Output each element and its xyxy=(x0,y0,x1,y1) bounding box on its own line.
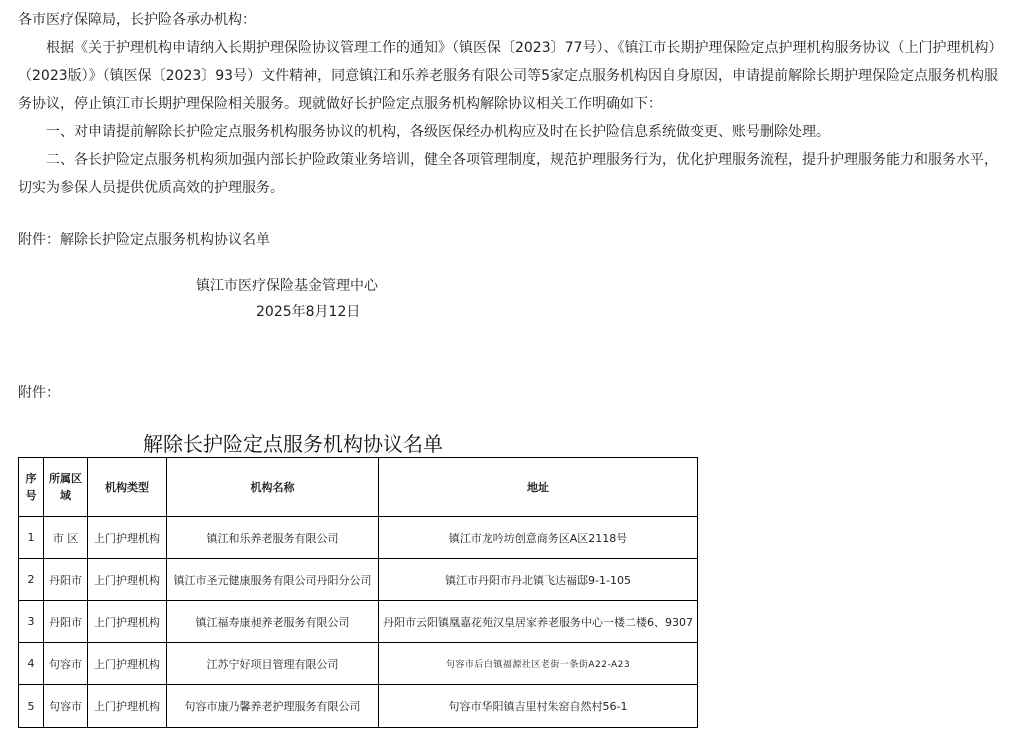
cell-name: 镇江和乐养老服务有限公司 xyxy=(167,517,379,559)
cell-district: 句容市 xyxy=(44,643,88,685)
table-row xyxy=(19,601,698,643)
cell-no: 2 xyxy=(19,559,44,601)
notice-attachment-line: 附件：解除长护险定点服务机构协议名单 xyxy=(18,232,270,248)
cell-address: 镇江市龙吟坊创意商务区A区2118号 xyxy=(379,517,698,559)
cell-name: 江苏宁好项目管理有限公司 xyxy=(167,643,379,685)
cell-name: 镇江市圣元健康服务有限公司丹阳分公司 xyxy=(167,559,379,601)
notice-paragraph-basis: 根据《关于护理机构申请纳入长期护理保险协议管理工作的通知》（镇医保〔2023〕77号）、《镇江市长期护理保险定点护理机构服务协议（上门护理机构）（2023版）》（镇医保〔2023〕93号）文件精神，同意镇江和乐养老服务有限公司等5家定点服务机构因自身原因，申请提前解除长期护理保险定点服务机构服务协议，停止镇江市长期护理保险相关服务。现就做好长护险定点服务机构解除协议相关工作明确如下： xyxy=(18,40,1003,112)
cell-type: 上门护理机构 xyxy=(88,559,167,601)
notice-item-1: 一、对申请提前解除长护险定点服务机构服务协议的机构，各级医保经办机构应及时在长护险信息系统做变更、账号删除处理。 xyxy=(46,124,830,140)
header-name: 机构名称 xyxy=(167,458,379,517)
header-type: 机构类型 xyxy=(88,458,167,517)
cell-district: 丹阳市 xyxy=(44,601,88,643)
cell-district: 句容市 xyxy=(44,685,88,728)
table-row xyxy=(19,559,698,601)
institution-table xyxy=(18,457,698,728)
header-address: 地址 xyxy=(379,458,698,517)
cell-address: 句容市华阳镇吉里村朱窑自然村56-1 xyxy=(379,685,698,728)
table-title: 解除长护险定点服务机构协议名单 xyxy=(143,432,443,456)
cell-address: 句容市后白镇福源社区老街一条街A22-A23 xyxy=(379,643,698,685)
table-header-row xyxy=(19,458,698,517)
cell-address: 镇江市丹阳市丹北镇飞达福邸9-1-105 xyxy=(379,559,698,601)
cell-name: 句容市康乃馨养老护理服务有限公司 xyxy=(167,685,379,728)
cell-name: 镇江福寿康昶养老服务有限公司 xyxy=(167,601,379,643)
cell-address: 丹阳市云阳镇凰嘉花苑汉皇居家养老服务中心一楼二楼6、9307 xyxy=(379,601,698,643)
header-no: 序号 xyxy=(19,458,44,517)
signature-organization: 镇江市医疗保险基金管理中心 xyxy=(196,278,378,294)
cell-no: 3 xyxy=(19,601,44,643)
table-row xyxy=(19,643,698,685)
spacer xyxy=(18,202,1003,226)
cell-type: 上门护理机构 xyxy=(88,601,167,643)
cell-type: 上门护理机构 xyxy=(88,643,167,685)
signature-block xyxy=(196,273,378,325)
cell-no: 5 xyxy=(19,685,44,728)
cell-district: 丹阳市 xyxy=(44,559,88,601)
table-row xyxy=(19,517,698,559)
attachment-label: 附件： xyxy=(18,385,60,401)
table-row xyxy=(19,685,698,728)
header-district: 所属区域 xyxy=(44,458,88,517)
signature-date: 2025年8月12日 xyxy=(256,304,361,320)
cell-type: 上门护理机构 xyxy=(88,685,167,728)
notice-body xyxy=(18,6,1003,254)
notice-item-2: 二、各长护险定点服务机构须加强内部长护险政策业务培训，健全各项管理制度，规范护理服务行为，优化护理服务流程，提升护理服务能力和服务水平，切实为参保人员提供优质高效的护理服务。 xyxy=(18,152,998,196)
cell-type: 上门护理机构 xyxy=(88,517,167,559)
cell-no: 4 xyxy=(19,643,44,685)
cell-district: 市 区 xyxy=(44,517,88,559)
notice-greeting: 各市医疗保障局，长护险各承办机构： xyxy=(18,12,256,28)
cell-no: 1 xyxy=(19,517,44,559)
